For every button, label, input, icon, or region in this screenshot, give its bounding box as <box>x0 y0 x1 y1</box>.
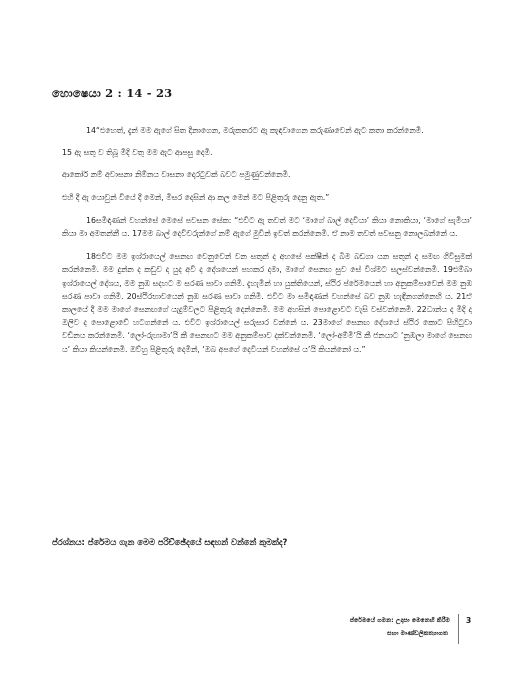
verse-paragraph-14: 14“එහෙත්, දැන් මම ඇගේ සිත දිනාගෙන, මරුකතරට ඇ කැඳවාගෙන කරුණාවෙන් ඇට කතා කරන්නෙමි. <box>86 126 424 135</box>
verse-paragraph-18: 18එවිට මම ඉශ්රායෙල් සෙනඟ වෙනුවෙන් වන සතුන් ද අහසේ පක්ෂීන් ද බිම බඩගා යන සතුන් ද සමඟ ගිවිසුමක් කරන්නෙමි. මම දුන්න ද කඩුව ද යුද අවි ද දේශයෙන් පහකර දමා, මාගේ සෙනඟ සුව සේ විශ්මට සලස්වන්නෙමි. 19එම්බා ඉශ්රායෙල් දේශය, මම නුඹ සදහට ම සරණ පාවා ගනිමි. දැහැමින් හා යුක්තියෙන්, ස්ථිර ප්රේමයෙන් හා අනුකම්පාවෙන් මම නුඹ සරණ පාවා ගනිමි. 20ස්ථිරභාවයෙන් නුඹ සරණ පාවා ගනිමි. එවිට මා සමිඳාණන් වහන්සේ බව නුඹ හැඳිනගන්නෙහි ය. 21ඒ කාලයේ දී මම මාගේ සෙනඟගේ යැදුම්වලට පිළිතුරු දෙන්නෙමි. මම අහසින් පොළොවට වැසි වස්වන්නෙමි. 22ධාන්ය ද මිදි ද ඔලිව ද පොළොවේ හටගන්නේ ය. එවිට ඉශ්රායෙල් සරුසාර වන්නේ ය. 23මාගේ සෙනඟ දේශයේ ස්ථිර කොට පිහිටුවා වඩිනය කරන්නෙමි. ‘ලෝ-රුහාමා’යි කී සෙනඟට මම අනුකම්පාව දක්වන්නෙමි. ‘ලෝ-අම්මී’යි කී ජනයාට ‘නුඹලා මාගේ සෙනඟ ය’ කියා කියන්නෙමි. ඔව්හු පිළිතුරු දෙමින්, ‘ඔබ අපගේ දෙවියන් වහන්සේ ය’යි කියන්නෝ ය.” <box>62 252 472 354</box>
verse-paragraph-15c: එහි දී ඇ යොවුන් වියේ දී මෙන්, මිසර දෙසින් ආ කල මෙන් මට පිළිතුරු දෙනු ඇත.” <box>62 192 330 202</box>
footer-divider <box>458 614 459 644</box>
verse-paragraph-15: 15 ඇ සතු ව තිබූ මිදි වතු මම ඇට ආපසු දෙමි. <box>62 148 213 158</box>
verse-paragraph-16: 16සමිඳාණන් වහන්සේ මෙසේ පවසන සේක: “එවිට ඇ තවත් මට ‘මාගේ බාල් දෙවියා’ කියා නොකියා, ‘මාගේ සැමියා’ කියා මා අමතන්නී ය. 17මම බාල් දෙවිවරුන්ගේ නම් ඇගේ මුවින් ඉවත් කරන්නෙමි. ඒ නාම තවත් පවසනු නොලබන්නේ ය. <box>62 215 472 239</box>
footer-subtitle: සහා මාණ්ඩලිකත්‍යාගත <box>387 630 448 637</box>
scripture-text-block <box>62 124 472 366</box>
footer-title: ප්රේමයේ ගමන: උදාසා මෙනෙහි කිරීම <box>349 617 450 624</box>
verse-paragraph-15b: ආකෝර් නම් අවාසනා නිම්නය වාසනා දොරටුවක් බවට පමුණුවන්නෙමි. <box>62 170 291 180</box>
passage-reference-heading: හොෂෙයා 2 : 14 - 23 <box>52 86 173 100</box>
page-number: 3 <box>466 616 472 625</box>
discussion-question: ප්රශ්නය: ප්රේමය ගැන මෙම පරිච්ඡේදයේ සඳහන් වන්නේ කුමක්ද? <box>52 537 288 547</box>
